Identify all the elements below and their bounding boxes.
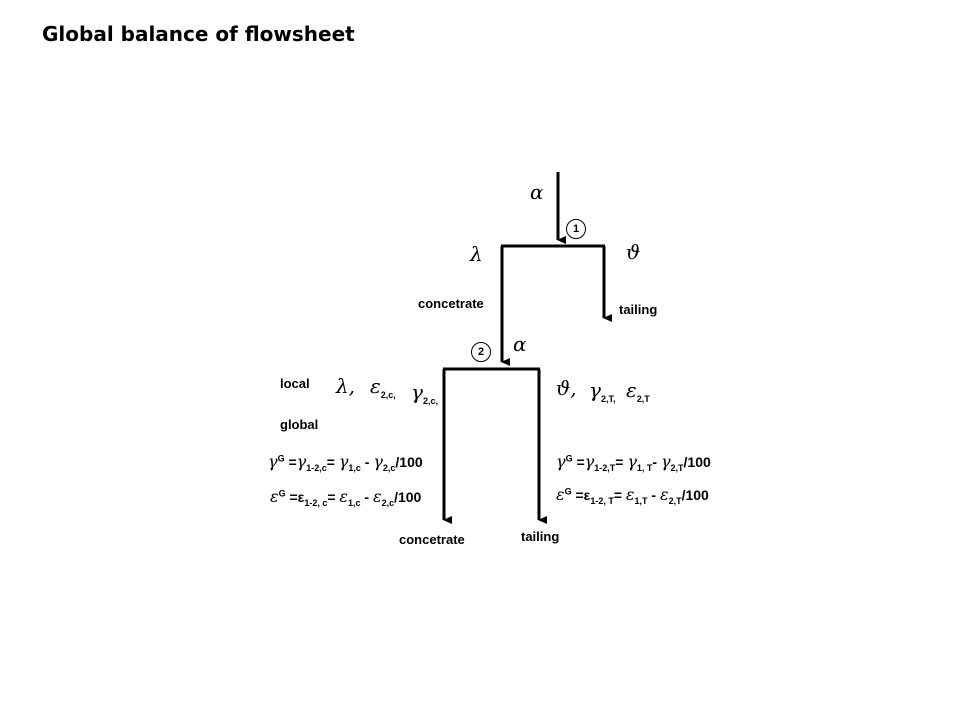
tailing-epsilon-equation: $\varepsilon^G =\varepsilon_{1-2, T}= \varepsilon_{1,T} - \varepsilon_{2,T}/100$ <box>556 485 709 506</box>
stage2-tailing-epsilon: $\varepsilon_{2,T}$ <box>626 378 650 404</box>
concentrate-epsilon-equation: $\varepsilon^G =\varepsilon_{1-2, c}= \varepsilon_{1,c} - \varepsilon_{2,c}/100$ <box>270 487 422 508</box>
local-label: local <box>280 376 310 391</box>
stage1-feed-alpha: α <box>530 180 544 204</box>
stage1-tailing-theta: ϑ <box>626 240 641 264</box>
stage2-tailing-label: tailing <box>521 529 560 544</box>
stage1-concentrate-label: concetrate <box>418 296 484 311</box>
node-2-marker: 2 <box>471 342 491 362</box>
stage2-concentrate-label: concetrate <box>399 532 465 547</box>
stage2-tailing-theta: ϑ, <box>556 376 577 400</box>
concentrate-gamma-equation: $\gamma^G =\gamma_{1-2,c}= \gamma_{1,c} - \gamma_{2,c}/100$ <box>268 452 423 473</box>
stage2-concentrate-epsilon: $\varepsilon_{2,c,}$ <box>370 374 396 400</box>
tailing-gamma-equation: $\gamma^G =\gamma_{1-2,T}= \gamma_{1, T}-$ $\gamma_{2,T}/100$ <box>556 452 711 473</box>
stage2-concentrate-lambda: λ, <box>336 374 356 398</box>
node-1-marker: 1 <box>566 219 586 239</box>
stage1-tailing-label: tailing <box>619 302 658 317</box>
global-label: global <box>280 417 319 432</box>
stage2-feed-alpha: α <box>513 332 527 356</box>
stage2-tailing-gamma: $\gamma_{2,T,}$ <box>589 378 616 404</box>
page-title: Global balance of flowsheet <box>42 22 355 46</box>
stage1-concentrate-lambda: λ <box>470 242 483 266</box>
stage2-concentrate-gamma: $\gamma_{2,c,}$ <box>411 380 438 406</box>
